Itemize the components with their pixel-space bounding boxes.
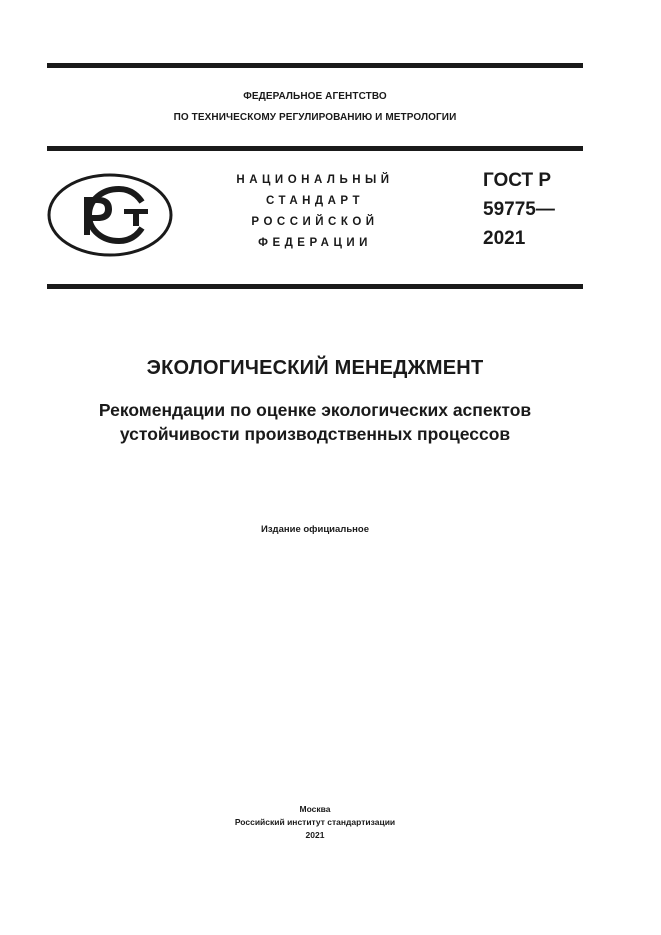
document-subtitle	[47, 398, 583, 446]
designation-line2: 59775—	[483, 199, 555, 220]
designation-line3: 2021	[483, 228, 526, 249]
top-rule	[47, 63, 583, 68]
edition-label: Издание официальное	[261, 524, 369, 535]
agency-name-line1: ФЕДЕРАЛЬНОЕ АГЕНТСТВО	[243, 91, 387, 102]
national-standard-line4: ФЕДЕРАЦИИ	[258, 237, 372, 249]
national-standard-label	[215, 170, 415, 254]
imprint-city: Москва	[299, 804, 331, 814]
document-title: ЭКОЛОГИЧЕСКИЙ МЕНЕДЖМЕНТ	[146, 357, 484, 379]
imprint-year: 2021	[305, 830, 325, 840]
imprint	[47, 803, 583, 842]
designation-line1: ГОСТ Р	[483, 170, 552, 191]
standard-designation	[483, 166, 593, 253]
national-standard-line1: НАЦИОНАЛЬНЫЙ	[236, 174, 394, 186]
subtitle-line2: устойчивости производственных процессов	[119, 424, 511, 444]
header-rule-upper	[47, 146, 583, 151]
gost-r-logo-icon	[46, 172, 174, 258]
agency-name-line2: ПО ТЕХНИЧЕСКОМУ РЕГУЛИРОВАНИЮ И МЕТРОЛОГИИ	[173, 112, 457, 123]
header-rule-lower	[47, 284, 583, 289]
subtitle-line1: Рекомендации по оценке экологических аспектов	[98, 400, 532, 420]
national-standard-line2: СТАНДАРТ	[266, 195, 364, 207]
national-standard-line3: РОССИЙСКОЙ	[251, 216, 379, 228]
imprint-publisher: Российский институт стандартизации	[234, 817, 396, 827]
